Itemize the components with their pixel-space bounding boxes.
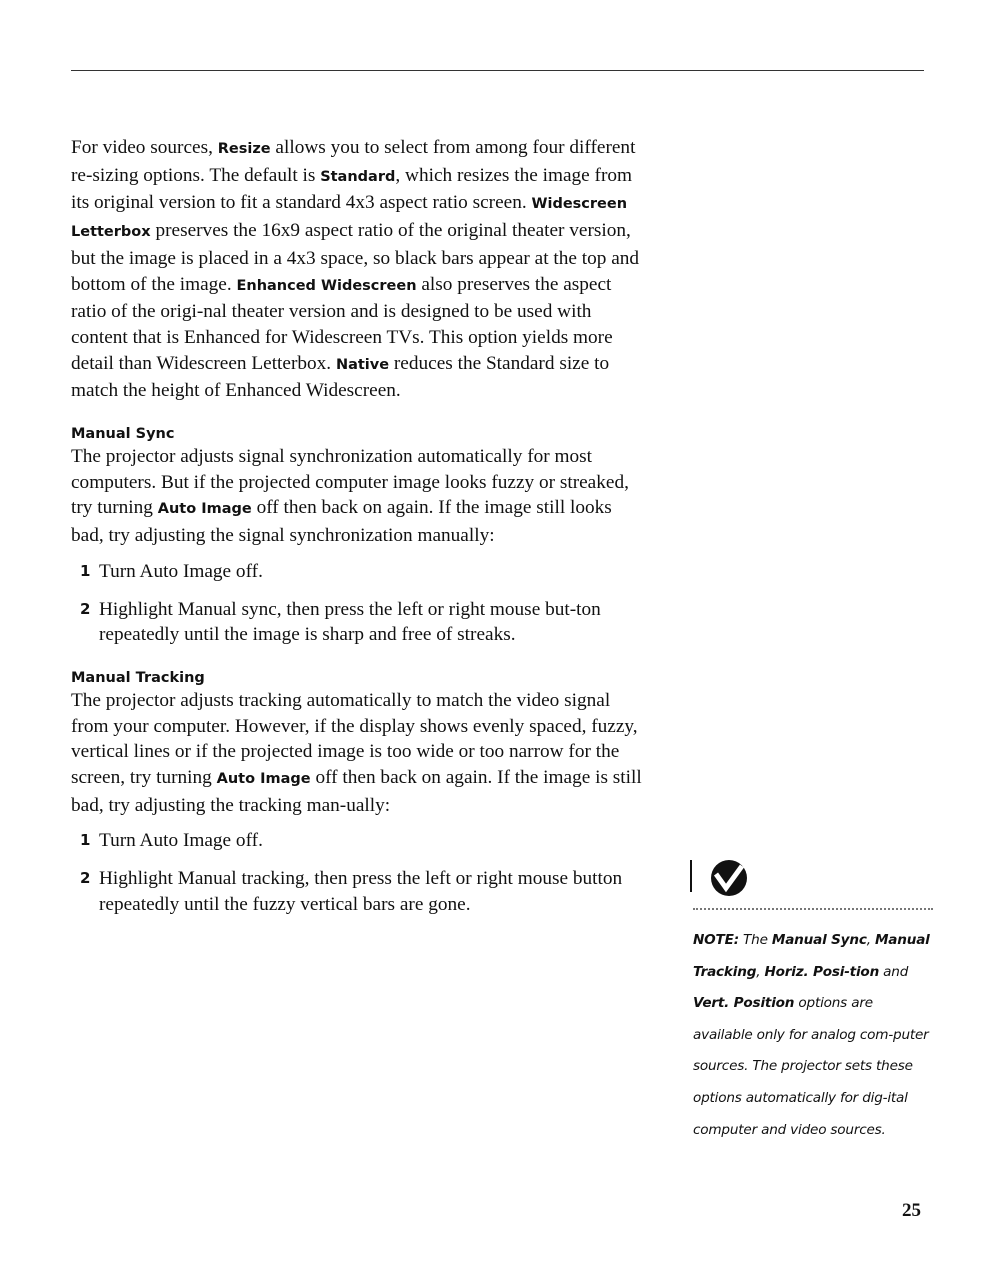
- text-run: The projector adjusts signal synchronization automatically for most computers. But if the projected computer image looks fuzzy or streaked, try turning: [71, 446, 629, 519]
- step-number: 2: [80, 869, 91, 888]
- header-rule: [71, 70, 924, 71]
- manual-tracking-steps: [71, 828, 643, 917]
- text-run: ,: [866, 932, 875, 948]
- text-run: ,: [756, 963, 765, 980]
- bold-term: Resize: [217, 141, 271, 157]
- text-run: reduces the Standard size to match the height of Enhanced Widescreen.: [71, 352, 610, 402]
- step-text: Turn Auto Image off.: [99, 830, 263, 852]
- step-item: [71, 597, 643, 648]
- bold-term: Standard: [320, 168, 396, 185]
- text-run: allows you to select from among four different re-sizing options. The default is: [71, 137, 636, 186]
- text-run: For video sources,: [71, 137, 218, 158]
- step-item: [71, 828, 643, 854]
- bold-term: Auto Image: [216, 771, 311, 788]
- bold-term: Vert. Position: [693, 995, 795, 1012]
- bold-term: Widescreen Letterbox: [71, 196, 628, 241]
- note-logo-icon: [690, 858, 750, 903]
- manual-tracking-heading: Manual Tracking: [71, 669, 205, 686]
- manual-sync-paragraph: [71, 444, 643, 549]
- manual-sync-steps: [71, 559, 643, 648]
- text-run: also preserves the aspect ratio of the origi-nal theater version and is designed to be used with content that is Enhanced for Widescreen TVs. This option yields more detail than Widescreen Letterbox.: [71, 273, 613, 374]
- step-number: 1: [80, 561, 91, 580]
- step-item: [71, 866, 643, 917]
- note-sidebar: [693, 925, 933, 1146]
- main-column: [71, 135, 643, 930]
- step-text: Highlight Manual tracking, then press the left or right mouse button repeatedly until the fuzzy vertical bars are gone.: [99, 868, 623, 915]
- bold-term: Auto Image: [157, 501, 252, 518]
- bold-term: Manual Tracking: [693, 932, 930, 980]
- bold-term: Enhanced Widescreen: [236, 277, 417, 294]
- text-run: The projector adjusts tracking automatically to match the video signal from your computer. However, if the display shows evenly spaced, fuzzy, vertical lines or if the projected image is too wide or too narrow for the screen, try turning: [71, 689, 638, 789]
- bold-term: Manual Sync: [771, 932, 867, 948]
- bold-term: NOTE:: [693, 932, 739, 948]
- text-run: off then back on again. If the image still looks bad, try adjusting the signal synchronization manually:: [71, 497, 612, 547]
- text-run: , which resizes the image from its original version to fit a standard 4x3 aspect ratio screen.: [71, 164, 633, 214]
- bold-term: Native: [335, 356, 390, 373]
- resize-paragraph: [71, 135, 643, 404]
- text-run: options are available only for analog com-puter sources. The projector sets these options automatically for dig-ital computer and video sources.: [693, 995, 929, 1138]
- text-run: off then back on again. If the image is still bad, try adjusting the tracking man-ually:: [71, 767, 642, 816]
- step-number: 1: [80, 831, 91, 850]
- manual-sync-heading: Manual Sync: [71, 426, 175, 443]
- text-run: The: [738, 932, 772, 948]
- bold-term: Horiz. Posi-tion: [764, 963, 880, 980]
- step-text: Turn Auto Image off.: [99, 560, 263, 582]
- text-run: and: [879, 963, 909, 980]
- note-divider: [693, 908, 933, 910]
- text-run: preserves the 16x9 aspect ratio of the original theater version, but the image is placed in a 4x3 space, so black bars appear at the top and bottom of the image.: [71, 220, 640, 295]
- page-number: 25: [902, 1200, 921, 1221]
- step-text: Highlight Manual sync, then press the left or right mouse but-ton repeatedly until the image is sharp and free of streaks.: [99, 598, 601, 646]
- step-item: [71, 559, 643, 585]
- step-number: 2: [80, 599, 91, 618]
- manual-tracking-paragraph: [71, 688, 643, 819]
